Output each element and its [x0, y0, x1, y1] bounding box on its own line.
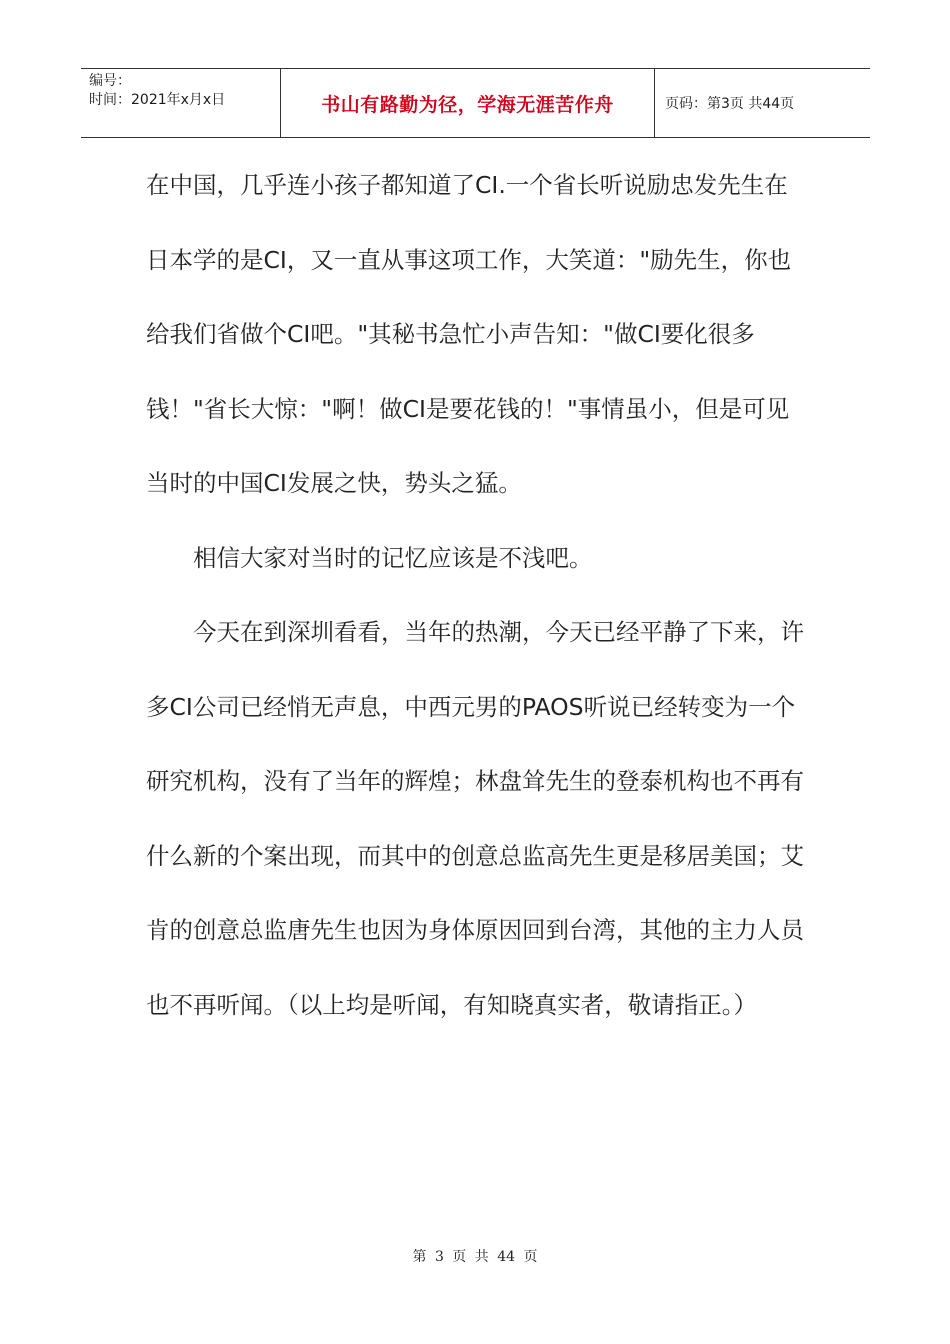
header-meta-cell: [81, 69, 281, 137]
paragraph-2: 相信大家对当时的记忆应该是不浅吧。: [193, 543, 593, 572]
header-motto: 书山有路勤为径，学海无涯苦作舟: [321, 93, 614, 116]
page-footer: 第 3 页 共 44 页: [412, 1249, 538, 1265]
header-page-cell: [655, 69, 870, 137]
paragraph-3: 今天在到深圳看看，当年的热潮，今天已经平静了下来，许多CI公司已经悄无声息，中西元男的PAOS听说已经转变为一个研究机构，没有了当年的辉煌；林盘耸先生的登泰机构也不再有什么新的个案出现，而其中的创意总监高先生更是移居美国；艾肯的创意总监唐先生也因为身体原因回到台湾，其他的主力人员也不再听闻。（以上均是听闻，有知晓真实者，敬请指正。）: [146, 618, 804, 1019]
document-header: [81, 68, 870, 138]
document-body: [146, 148, 808, 1042]
header-page-info: 页码：第3页 共44页: [665, 96, 795, 112]
document-time-label: 时间：2021年x月x日: [89, 92, 226, 108]
document-number-label: 编号：: [89, 73, 131, 89]
paragraph-1: 在中国，几乎连小孩子都知道了CI.一个省长听说励忠发先生在日本学的是CI，又一直从事这项工作，大笑道："励先生，你也给我们省做个CI吧。"其秘书急忙小声告知："做CI要化很多钱！"省长大惊："啊！做CI是要花钱的！"事情虽小，但是可见当时的中国CI发展之快，势头之猛。: [146, 171, 792, 497]
header-motto-cell: [281, 69, 655, 137]
